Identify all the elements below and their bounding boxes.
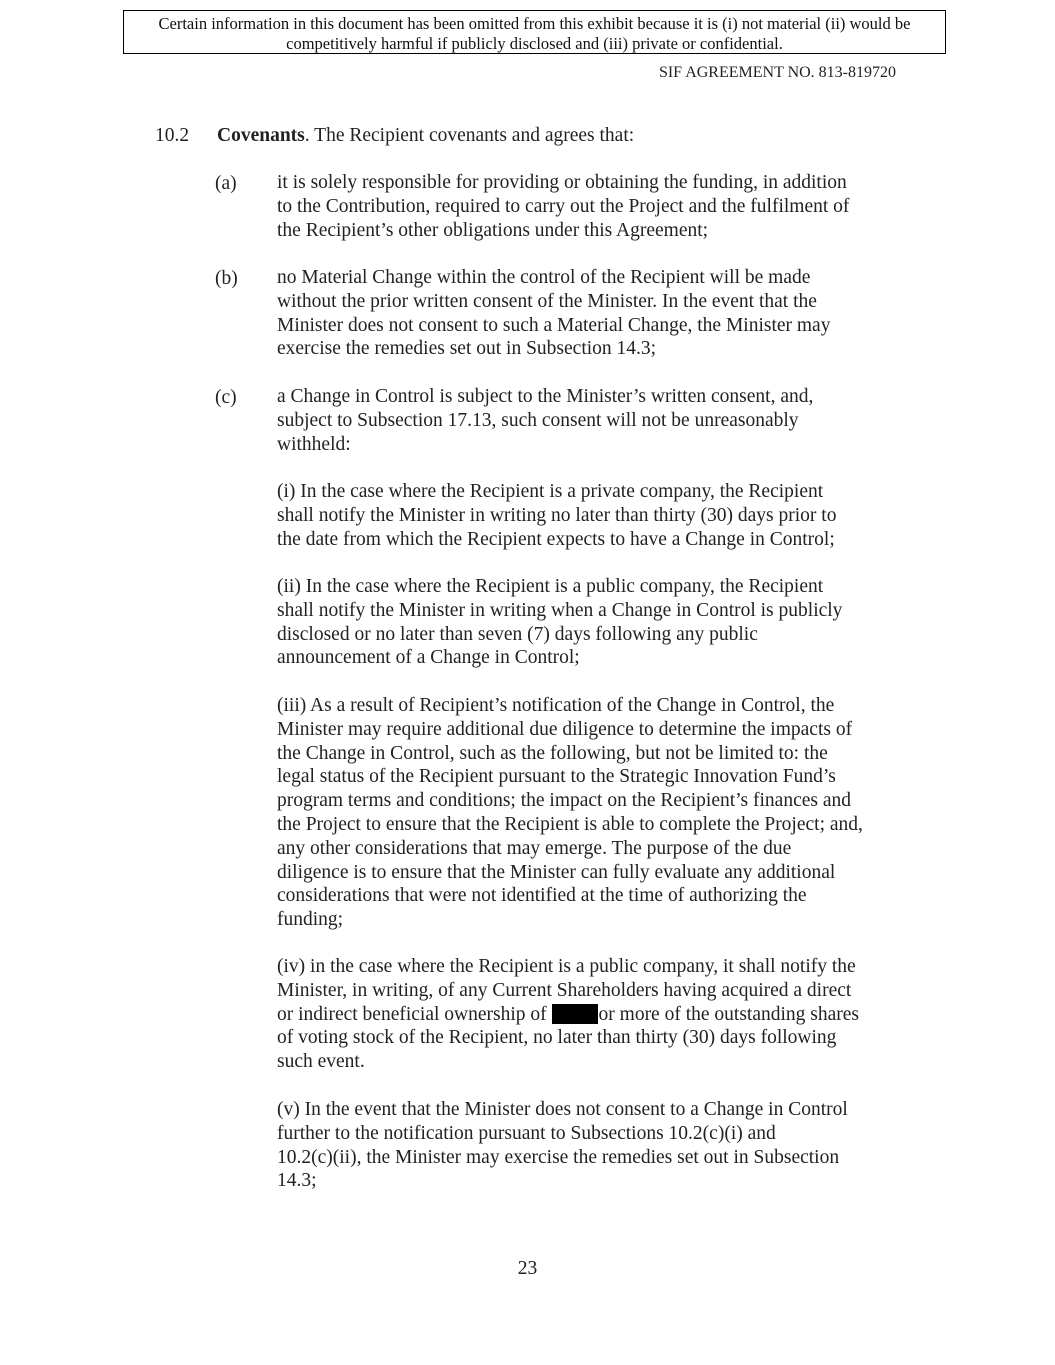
item-c-label: (c): [215, 387, 237, 408]
subitem-iv-line: such event.: [277, 1051, 365, 1073]
subitem-iv-line: of voting stock of the Recipient, no later than thirty (30) days following: [277, 1027, 837, 1049]
item-b-line: without the prior written consent of the Minister. In the event that the: [277, 290, 817, 312]
redaction-block: [552, 1004, 598, 1024]
subitem-i-line: the date from which the Recipient expects to have a Change in Control;: [277, 528, 835, 550]
subitem-iv-text: [277, 955, 902, 1074]
agreement-number: SIF AGREEMENT NO. 813-819720: [658, 64, 896, 81]
item-c-line: withheld:: [277, 433, 351, 455]
item-c-text: [277, 385, 902, 456]
subitem-i-line: shall notify the Minister in writing no later than thirty (30) days prior to: [277, 504, 837, 526]
subitem-iv-line-redacted: [277, 1003, 902, 1027]
notice-line-2: competitively harmful if publicly disclosed and (iii) private or confidential.: [286, 34, 783, 53]
section-heading: [217, 124, 634, 148]
subitem-iii-line: Minister may require additional due diligence to determine the impacts of: [277, 718, 853, 740]
subitem-iv-line: Minister, in writing, of any Current Shareholders having acquired a direct: [277, 979, 852, 1001]
subitem-iii-line: legal status of the Recipient pursuant to the Strategic Innovation Fund’s: [277, 766, 836, 788]
subitem-iii-line: the Project to ensure that the Recipient is able to complete the Project; and,: [277, 813, 863, 835]
subitem-v-line: (v) In the event that the Minister does not consent to a Change in Control: [277, 1099, 848, 1120]
subitem-iii-line: program terms and conditions; the impact on the Recipient’s finances and: [277, 790, 852, 812]
subitem-ii-line: shall notify the Minister in writing when a Change in Control is publicly: [277, 599, 843, 621]
subitem-iv-line3-before: or indirect beneficial ownership of: [277, 1003, 547, 1025]
subitem-ii-text: [277, 575, 902, 670]
item-b-line: no Material Change within the control of the Recipient will be made: [277, 267, 811, 288]
section-intro: . The Recipient covenants and agrees that:: [304, 125, 635, 146]
page-number: 23: [517, 1258, 538, 1279]
item-b-line: Minister does not consent to such a Material Change, the Minister may: [277, 314, 831, 336]
item-c-line: a Change in Control is subject to the Minister’s written consent, and,: [277, 386, 814, 407]
subitem-iii-text: [277, 694, 902, 932]
notice-line-1: Certain information in this document has been omitted from this exhibit because it is (i) not material (ii) would be: [158, 14, 911, 33]
item-b-label: (b): [215, 268, 238, 289]
subitem-iii-line: funding;: [277, 909, 344, 931]
item-a-line: the Recipient’s other obligations under this Agreement;: [277, 219, 709, 241]
subitem-v-line: 14.3;: [277, 1170, 317, 1192]
item-a-label: (a): [215, 173, 237, 194]
item-b-line: exercise the remedies set out in Subsection 14.3;: [277, 338, 657, 360]
subitem-i-text: [277, 480, 902, 551]
subitem-iii-line: (iii) As a result of Recipient’s notification of the Change in Control, the: [277, 695, 835, 716]
subitem-ii-line: (ii) In the case where the Recipient is a public company, the Recipient: [277, 576, 824, 597]
subitem-v-line: further to the notification pursuant to Subsections 10.2(c)(i) and: [277, 1122, 776, 1144]
item-b-text: [277, 266, 902, 361]
subitem-ii-line: disclosed or no later than seven (7) days following any public: [277, 623, 758, 645]
item-a-text: [277, 171, 902, 242]
item-c-line: subject to Subsection 17.13, such consent will not be unreasonably: [277, 409, 799, 431]
subitem-ii-line: announcement of a Change in Control;: [277, 647, 580, 669]
section-number: 10.2: [155, 125, 190, 146]
section-title: Covenants: [217, 125, 305, 146]
subitem-iv-line3-after: or more of the outstanding shares: [598, 1003, 860, 1025]
item-a-line: it is solely responsible for providing or obtaining the funding, in addition: [277, 172, 847, 193]
subitem-iii-line: considerations that were not identified at the time of authorizing the: [277, 885, 807, 907]
subitem-iv-line: (iv) in the case where the Recipient is a public company, it shall notify the: [277, 956, 856, 977]
redaction-notice-box: [123, 10, 946, 54]
subitem-iii-line: the Change in Control, such as the following, but not be limited to: the: [277, 742, 828, 764]
subitem-v-text: [277, 1098, 902, 1193]
item-a-line: to the Contribution, required to carry out the Project and the fulfilment of: [277, 195, 850, 217]
subitem-iii-line: any other considerations that may emerge. The purpose of the due: [277, 837, 792, 859]
subitem-iii-line: diligence is to ensure that the Minister can fully evaluate any additional: [277, 861, 836, 883]
subitem-i-line: (i) In the case where the Recipient is a private company, the Recipient: [277, 481, 824, 502]
subitem-v-line: 10.2(c)(ii), the Minister may exercise the remedies set out in Subsection: [277, 1146, 840, 1168]
